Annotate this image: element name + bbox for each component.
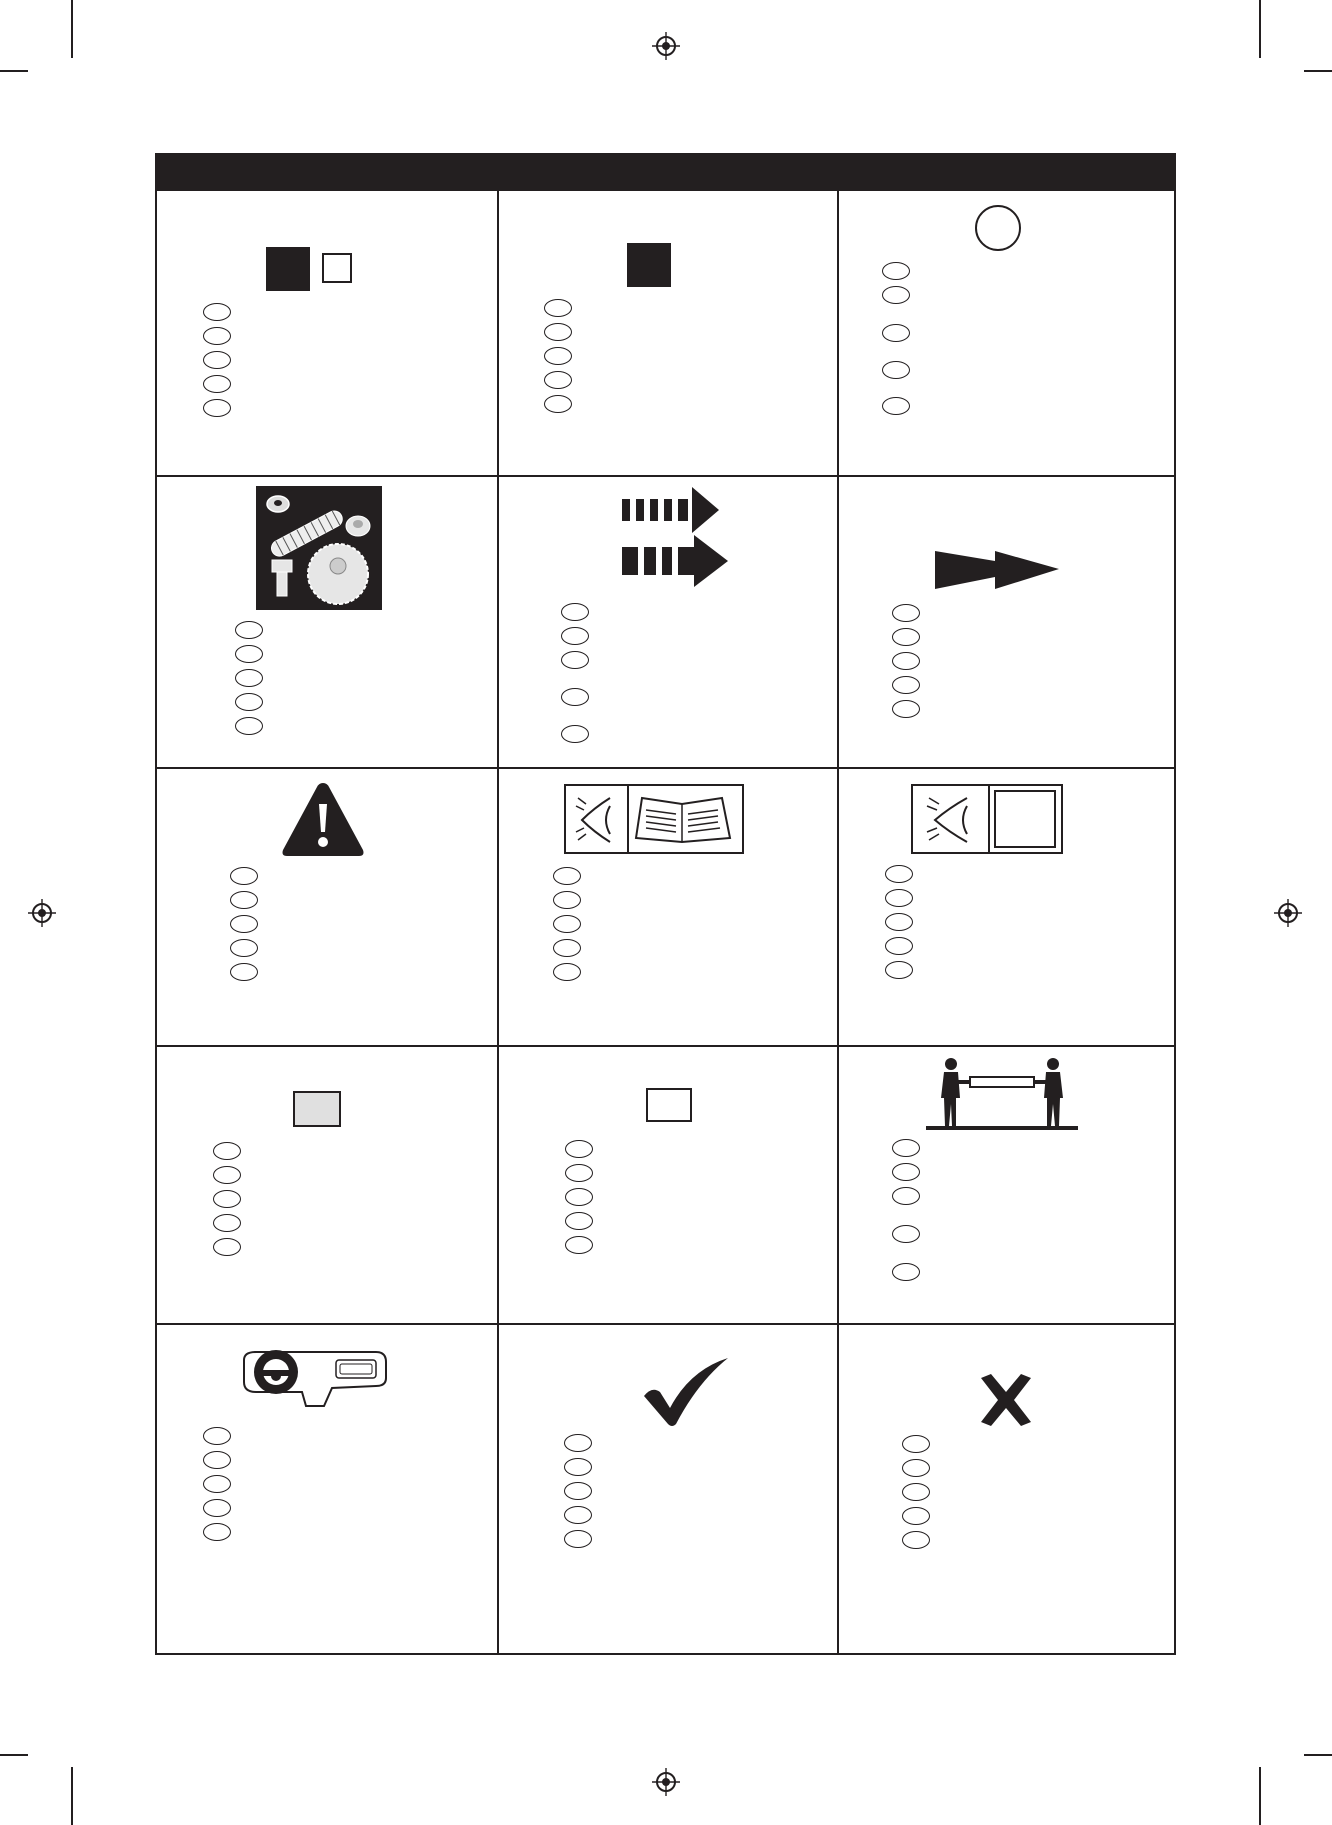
registration-mark-icon: [652, 32, 680, 60]
option-oval[interactable]: [203, 327, 231, 345]
cell-dashboard: [155, 1324, 497, 1655]
option-oval[interactable]: [902, 1483, 930, 1501]
circle-icon: [973, 203, 1023, 253]
option-oval[interactable]: [544, 395, 572, 413]
option-oval[interactable]: [882, 361, 910, 379]
cross-mark-icon: [977, 1372, 1035, 1428]
option-oval[interactable]: [544, 371, 572, 389]
cell-circle: [837, 191, 1176, 476]
option-oval[interactable]: [564, 1530, 592, 1548]
option-oval[interactable]: [553, 891, 581, 909]
option-oval[interactable]: [892, 1263, 920, 1281]
option-oval[interactable]: [885, 913, 913, 931]
option-oval[interactable]: [885, 961, 913, 979]
black-and-white-square-icon: [265, 245, 365, 293]
option-oval[interactable]: [203, 375, 231, 393]
cell-two-person-lift: [837, 1046, 1176, 1324]
option-oval[interactable]: [230, 867, 258, 885]
option-oval[interactable]: [564, 1434, 592, 1452]
option-oval[interactable]: [885, 889, 913, 907]
option-oval[interactable]: [892, 676, 920, 694]
option-oval[interactable]: [565, 1140, 593, 1158]
eye-box-icon: [911, 784, 1063, 854]
option-oval[interactable]: [235, 669, 263, 687]
crop-mark: [1259, 0, 1261, 58]
option-oval[interactable]: [902, 1531, 930, 1549]
option-oval[interactable]: [230, 891, 258, 909]
option-oval[interactable]: [561, 627, 589, 645]
option-oval[interactable]: [892, 1225, 920, 1243]
crop-mark: [1259, 1767, 1261, 1825]
option-oval[interactable]: [213, 1190, 241, 1208]
option-oval[interactable]: [235, 717, 263, 735]
option-oval[interactable]: [561, 603, 589, 621]
option-oval[interactable]: [553, 963, 581, 981]
option-oval[interactable]: [882, 397, 910, 415]
option-oval[interactable]: [235, 621, 263, 639]
double-arrow-icon: [935, 549, 1059, 591]
option-oval[interactable]: [553, 915, 581, 933]
option-oval[interactable]: [902, 1507, 930, 1525]
option-oval[interactable]: [561, 725, 589, 743]
option-oval[interactable]: [892, 604, 920, 622]
option-oval[interactable]: [892, 628, 920, 646]
option-oval[interactable]: [203, 1451, 231, 1469]
option-oval[interactable]: [235, 693, 263, 711]
cell-eye-box: [837, 768, 1176, 1046]
registration-mark-icon: [28, 899, 56, 927]
option-oval[interactable]: [544, 347, 572, 365]
option-oval[interactable]: [203, 303, 231, 321]
cell-white-box: [497, 1046, 837, 1324]
symbol-grid: [155, 191, 1176, 1655]
option-oval[interactable]: [203, 1523, 231, 1541]
cell-grey-box: [155, 1046, 497, 1324]
cell-warning: [155, 768, 497, 1046]
black-square-icon: [625, 241, 673, 289]
check-mark-icon: [642, 1356, 730, 1428]
cell-cross: [837, 1324, 1176, 1655]
option-oval[interactable]: [882, 324, 910, 342]
option-oval[interactable]: [230, 939, 258, 957]
crop-mark: [71, 0, 73, 58]
option-oval[interactable]: [213, 1238, 241, 1256]
option-oval[interactable]: [892, 652, 920, 670]
option-oval[interactable]: [892, 1139, 920, 1157]
option-oval[interactable]: [235, 645, 263, 663]
registration-mark-icon: [652, 1768, 680, 1796]
crop-mark: [0, 1754, 28, 1756]
option-oval[interactable]: [902, 1459, 930, 1477]
option-oval[interactable]: [203, 1427, 231, 1445]
option-oval[interactable]: [561, 651, 589, 669]
option-oval[interactable]: [892, 1187, 920, 1205]
warning-triangle-icon: [280, 780, 366, 858]
option-oval[interactable]: [565, 1164, 593, 1182]
option-oval[interactable]: [203, 1475, 231, 1493]
crop-mark: [71, 1767, 73, 1825]
dashboard-icon: [236, 1348, 388, 1416]
two-person-lift-icon: [926, 1058, 1078, 1132]
option-oval[interactable]: [892, 1163, 920, 1181]
option-oval[interactable]: [565, 1212, 593, 1230]
grey-box-icon: [293, 1091, 341, 1127]
option-oval[interactable]: [885, 865, 913, 883]
header-bar: [155, 153, 1176, 191]
option-oval[interactable]: [565, 1188, 593, 1206]
hardware-parts-icon: [256, 486, 382, 610]
eye-book-icon: [564, 784, 744, 854]
option-oval[interactable]: [565, 1236, 593, 1254]
option-oval[interactable]: [885, 937, 913, 955]
crop-mark: [1304, 1754, 1332, 1756]
option-oval[interactable]: [564, 1458, 592, 1476]
cell-hardware-parts: [155, 476, 497, 768]
cell-dashed-arrows: [497, 476, 837, 768]
option-oval[interactable]: [902, 1435, 930, 1453]
option-oval[interactable]: [213, 1166, 241, 1184]
cell-black-white-squares: [155, 191, 497, 476]
dashed-arrows-icon: [622, 483, 737, 588]
option-oval[interactable]: [203, 399, 231, 417]
option-oval[interactable]: [213, 1142, 241, 1160]
option-oval[interactable]: [553, 867, 581, 885]
option-oval[interactable]: [203, 1499, 231, 1517]
symbol-legend-table: [155, 153, 1176, 1655]
option-oval[interactable]: [553, 939, 581, 957]
option-oval[interactable]: [213, 1214, 241, 1232]
option-oval[interactable]: [882, 286, 910, 304]
option-oval[interactable]: [544, 299, 572, 317]
white-box-icon: [646, 1088, 692, 1122]
registration-mark-icon: [1274, 899, 1302, 927]
option-oval[interactable]: [882, 262, 910, 280]
option-oval[interactable]: [564, 1506, 592, 1524]
option-oval[interactable]: [564, 1482, 592, 1500]
cell-check: [497, 1324, 837, 1655]
option-oval[interactable]: [203, 351, 231, 369]
cell-black-square: [497, 191, 837, 476]
cell-read-manual: [497, 768, 837, 1046]
option-oval[interactable]: [230, 915, 258, 933]
crop-mark: [0, 70, 28, 72]
option-oval[interactable]: [544, 323, 572, 341]
cell-double-arrow: [837, 476, 1176, 768]
option-oval[interactable]: [561, 688, 589, 706]
option-oval[interactable]: [892, 700, 920, 718]
crop-mark: [1304, 70, 1332, 72]
option-oval[interactable]: [230, 963, 258, 981]
